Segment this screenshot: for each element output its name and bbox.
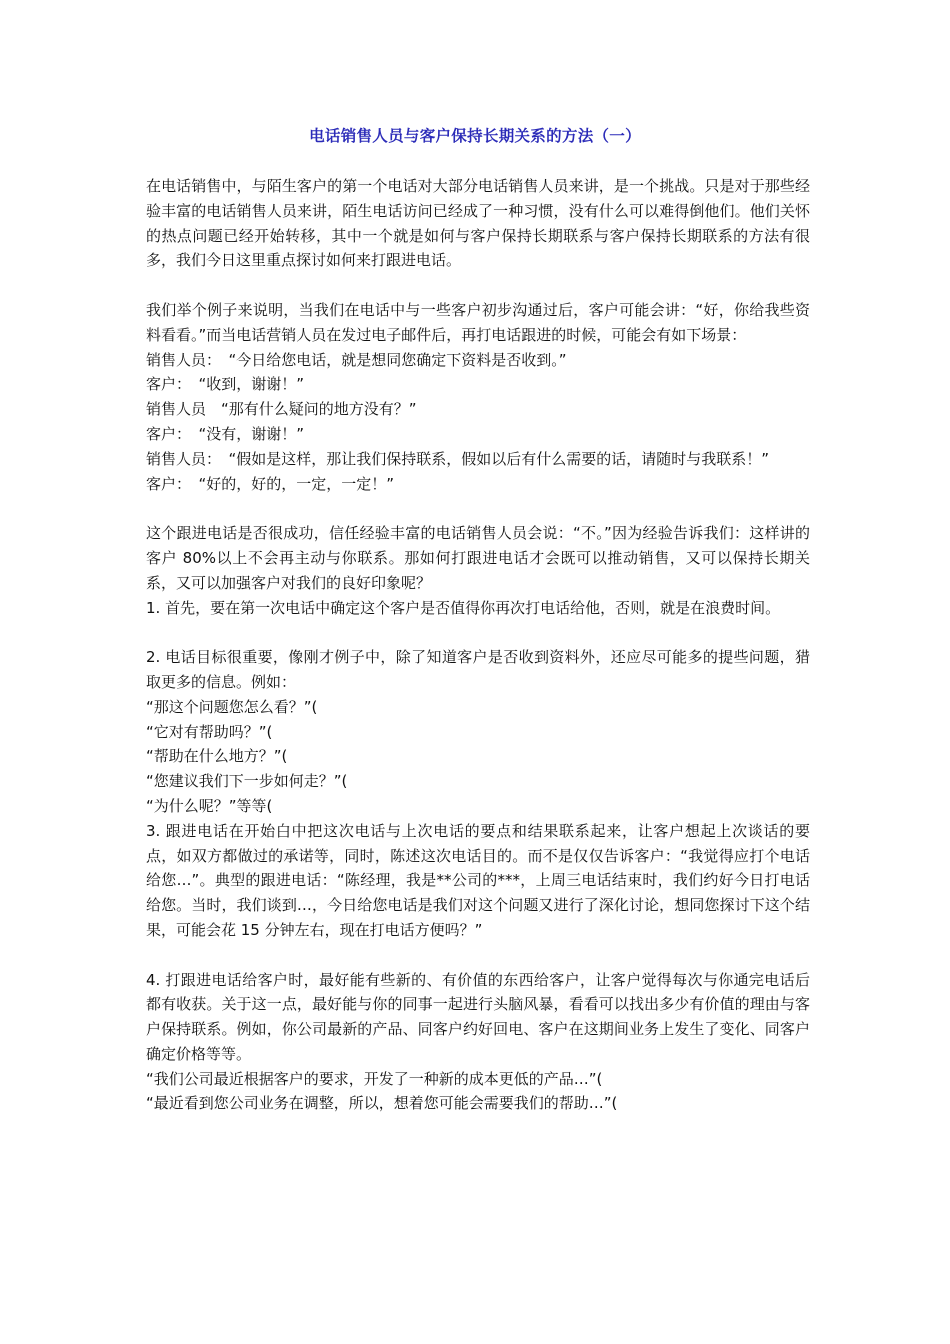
paragraph-gap bbox=[146, 620, 810, 645]
example-question: “您建议我们下一步如何走？”( bbox=[146, 772, 348, 791]
example-quote: “最近看到您公司业务在调整，所以，想着您可能会需要我们的帮助…”( bbox=[146, 1094, 618, 1113]
dialogue-line: 客户： “收到，谢谢！” bbox=[146, 375, 305, 394]
dialogue-line: 销售人员 “那有什么疑问的地方没有？” bbox=[146, 400, 417, 419]
point-2: 2. 电话目标很重要，像刚才例子中，除了知道客户是否收到资料外，还应尽可能多的提些问题，猎取更多的信息。例如： bbox=[146, 648, 810, 691]
paragraph-gap bbox=[146, 273, 810, 298]
paragraph-question: 这个跟进电话是否很成功，信任经验丰富的电话销售人员会说：“不。”因为经验告诉我们：这样讲的客户 80%以上不会再主动与你联系。那如何打跟进电话才会既可以推动销售，又可以保持长期关系，又可以加强客户对我们的良好印象呢？ bbox=[146, 524, 810, 592]
document-title: 电话销售人员与客户保持长期关系的方法（一） bbox=[309, 127, 641, 145]
example-quote: “我们公司最近根据客户的要求，开发了一种新的成本更低的产品…”( bbox=[146, 1069, 603, 1088]
example-question: “那这个问题您怎么看？”( bbox=[146, 697, 318, 716]
example-question: “帮助在什么地方？”( bbox=[146, 747, 288, 766]
example-question: “为什么呢？”等等( bbox=[146, 796, 273, 815]
point-1: 1. 首先，要在第一次电话中确定这个客户是否值得你再次打电话给他，否则，就是在浪费时间。 bbox=[146, 598, 781, 617]
dialogue-line: 客户： “好的，好的，一定，一定！” bbox=[146, 474, 395, 493]
document-body bbox=[146, 174, 810, 1116]
dialogue-line: 销售人员： “假如是这样，那让我们保持联系，假如以后有什么需要的话，请随时与我联系！” bbox=[146, 449, 770, 468]
dialogue-line: 客户： “没有，谢谢！” bbox=[146, 424, 305, 443]
example-question: “它对有帮助吗？”( bbox=[146, 722, 273, 741]
paragraph-gap bbox=[146, 496, 810, 521]
dialogue-line: 销售人员： “今日给您电话，就是想同您确定下资料是否收到。” bbox=[146, 350, 567, 369]
paragraph-gap bbox=[146, 943, 810, 968]
point-4: 4. 打跟进电话给客户时，最好能有些新的、有价值的东西给客户，让客户觉得每次与你通完电话后都有收获。关于这一点，最好能与你的同事一起进行头脑风暴，看看可以找出多少有价值的理由与客户保持联系。例如，你公司最新的产品、同客户约好回电、客户在这期间业务上发生了变化、同客户确定价格等等。 bbox=[146, 970, 810, 1063]
point-3: 3. 跟进电话在开始白中把这次电话与上次电话的要点和结果联系起来，让客户想起上次谈话的要点，如双方都做过的承诺等，同时，陈述这次电话目的。而不是仅仅告诉客户：“我觉得应打个电话给您…”。典型的跟进电话：“陈经理，我是**公司的***，上周三电话结束时，我们约好今日打电话给您。当时，我们谈到…，今日给您电话是我们对这个问题又进行了深化讨论，想同您探讨下这个结果，可能会花 15 分钟左右，现在打电话方便吗？” bbox=[146, 821, 810, 939]
paragraph-intro: 在电话销售中，与陌生客户的第一个电话对大部分电话销售人员来讲，是一个挑战。只是对于那些经验丰富的电话销售人员来讲，陌生电话访问已经成了一种习惯，没有什么可以难得倒他们。他们关怀的热点问题已经开始转移，其中一个就是如何与客户保持长期联系与客户保持长期联系的方法有很多，我们今日这里重点探讨如何来打跟进电话。 bbox=[146, 177, 810, 270]
paragraph-example: 我们举个例子来说明，当我们在电话中与一些客户初步沟通过后，客户可能会讲：“好，你给我些资料看看。”而当电话营销人员在发过电子邮件后，再打电话跟进的时候，可能会有如下场景： bbox=[146, 300, 810, 344]
